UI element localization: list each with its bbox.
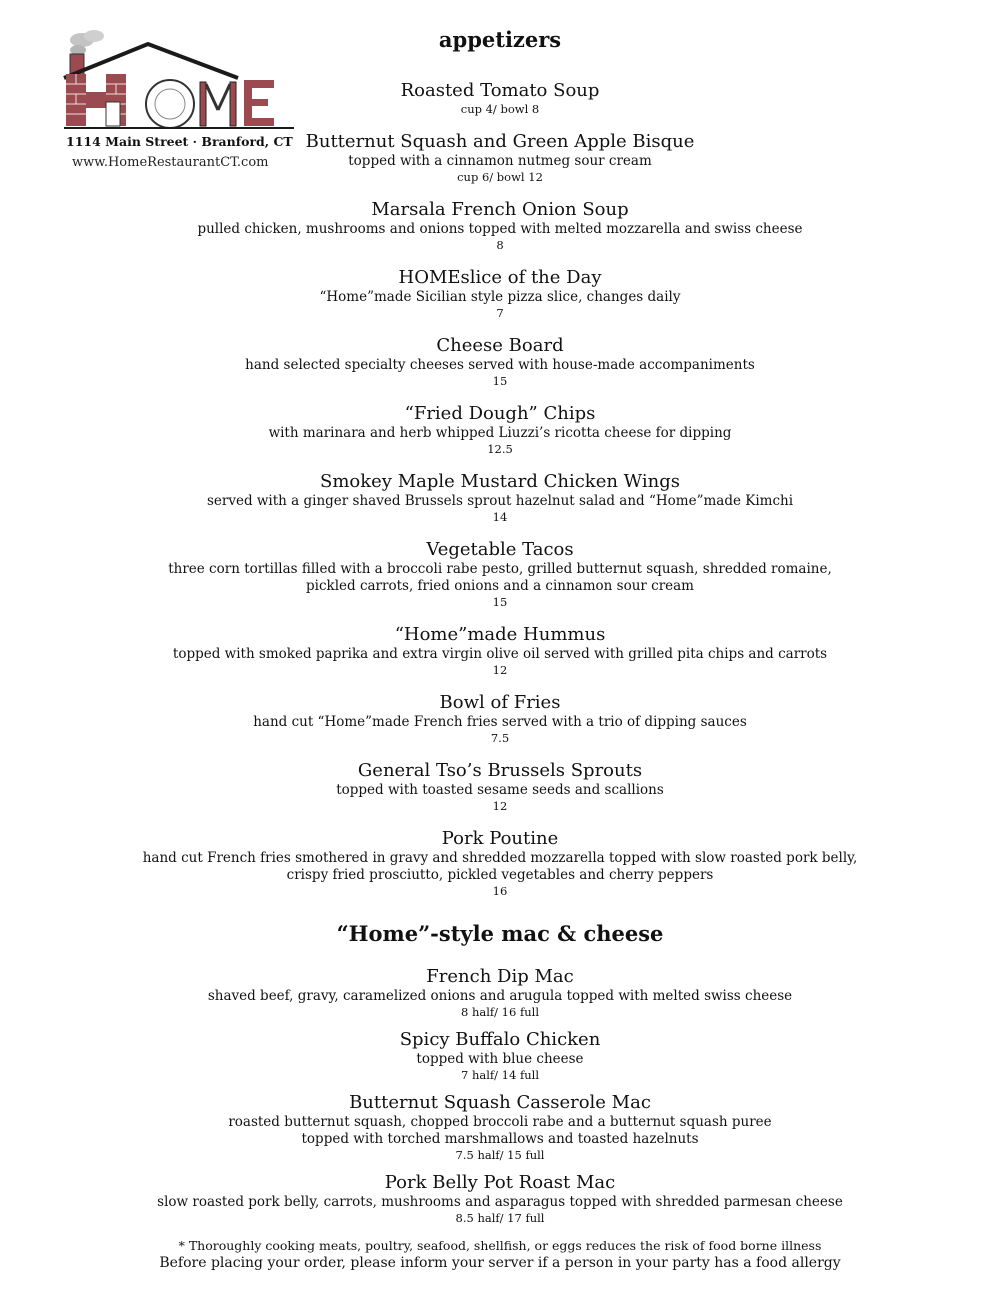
menu-item-description: hand selected specialty cheeses served with house-made accompaniments [245,357,755,373]
menu-item-name: Cheese Board [436,335,564,356]
menu-item-description: shaved beef, gravy, caramelized onions and arugula topped with melted swiss cheese [207,988,793,1004]
menu-item-description: pickled carrots, fried onions and a cinnamon sour cream [306,578,694,594]
menu-item-name: “Fried Dough” Chips [404,403,596,424]
menu-item-description: topped with torched marshmallows and toasted hazelnuts [301,1131,699,1147]
menu-footer [0,1238,1000,1272]
logo-website-link[interactable]: www.HomeRestaurantCT.com [72,155,269,170]
menu-item-description: slow roasted pork belly, carrots, mushrooms and asparagus topped with shredded parmesan cheese [157,1194,843,1210]
menu-item-name: Pork Belly Pot Roast Mac [384,1172,616,1193]
menu-item-price: 14 [492,510,508,524]
menu-item-price: 7 [496,306,504,320]
menu-item-price: cup 4/ bowl 8 [460,102,540,116]
menu-item [0,624,1000,677]
menu-item [0,335,1000,388]
menu-item-description: served with a ginger shaved Brussels sprout hazelnut salad and “Home”made Kimchi [206,493,794,509]
menu-item-price: 8.5 half/ 17 full [455,1211,545,1225]
menu-item [0,539,1000,609]
menu-item-price: 16 [492,884,508,898]
food-safety-note: * Thoroughly cooking meats, poultry, seafood, shellfish, or eggs reduces the risk of food borne illness [178,1238,822,1253]
menu-item-description: “Home”made Sicilian style pizza slice, changes daily [319,289,681,305]
menu-item-description: three corn tortillas filled with a broccoli rabe pesto, grilled butternut squash, shredded romaine, [168,561,832,577]
menu-item-name: General Tso’s Brussels Sprouts [357,760,643,781]
allergy-note: Before placing your order, please inform your server if a person in your party has a food allergy [159,1255,841,1271]
menu-item [0,80,1000,116]
menu-item-price: cup 6/ bowl 12 [457,170,543,184]
menu-item-price: 15 [492,595,508,609]
logo-address: 1114 Main Street · Branford, CT [66,134,293,149]
menu-item-price: 7.5 [490,731,510,745]
menu-item [0,828,1000,898]
menu-item-name: Bowl of Fries [439,692,561,713]
section-title-mac-cheese: “Home”-style mac & cheese [336,921,664,946]
menu-item-description: hand cut “Home”made French fries served with a trio of dipping sauces [253,714,747,730]
menu-item-name: Smokey Maple Mustard Chicken Wings [320,471,680,492]
mac-cheese-list [0,966,1000,1225]
menu-item-name: Roasted Tomato Soup [400,80,600,101]
menu-item [0,131,1000,184]
menu-item-price: 12.5 [487,442,513,456]
menu-item-name: Spicy Buffalo Chicken [399,1029,601,1050]
menu-item-price: 12 [492,799,508,813]
menu-item-price: 8 half/ 16 full [460,1005,539,1019]
menu-item-description: with marinara and herb whipped Liuzzi’s ricotta cheese for dipping [268,425,732,441]
menu-item-name: Marsala French Onion Soup [371,199,629,220]
menu-item-price: 7.5 half/ 15 full [455,1148,545,1162]
menu-item-name: French Dip Mac [426,966,574,987]
section-title-appetizers: appetizers [438,27,562,52]
menu-item-name: Pork Poutine [441,828,559,849]
menu-item-description: topped with toasted sesame seeds and scallions [336,782,664,798]
menu-item-description: pulled chicken, mushrooms and onions topped with melted mozzarella and swiss cheese [197,221,803,237]
appetizers-list [0,80,1000,898]
menu-item-price: 8 [496,238,504,252]
menu-item [0,760,1000,813]
menu-item [0,471,1000,524]
menu-item [0,1092,1000,1162]
menu-item-price: 7 half/ 14 full [460,1068,539,1082]
menu-item [0,1029,1000,1082]
menu-item-name: Butternut Squash and Green Apple Bisque [305,131,695,152]
menu-item-description: topped with blue cheese [416,1051,584,1067]
menu-content [0,26,1000,1225]
menu-item-description: hand cut French fries smothered in gravy and shredded mozzarella topped with slow roasted pork belly, [142,850,858,866]
menu-item-description: crispy fried prosciutto, pickled vegetables and cherry peppers [286,867,714,883]
menu-item-name: HOMEslice of the Day [398,267,602,288]
menu-item-name: Vegetable Tacos [426,539,574,560]
menu-item [0,199,1000,252]
menu-item [0,692,1000,745]
menu-item [0,403,1000,456]
menu-item-name: “Home”made Hummus [394,624,606,645]
menu-item-name: Butternut Squash Casserole Mac [349,1092,651,1113]
menu-item [0,966,1000,1019]
menu-item [0,267,1000,320]
menu-item-description: topped with smoked paprika and extra virgin olive oil served with grilled pita chips and carrots [172,646,828,662]
menu-item-price: 12 [492,663,508,677]
menu-item-price: 15 [492,374,508,388]
menu-item-description: roasted butternut squash, chopped broccoli rabe and a butternut squash puree [228,1114,772,1130]
menu-item [0,1172,1000,1225]
menu-item-description: topped with a cinnamon nutmeg sour cream [348,153,652,169]
